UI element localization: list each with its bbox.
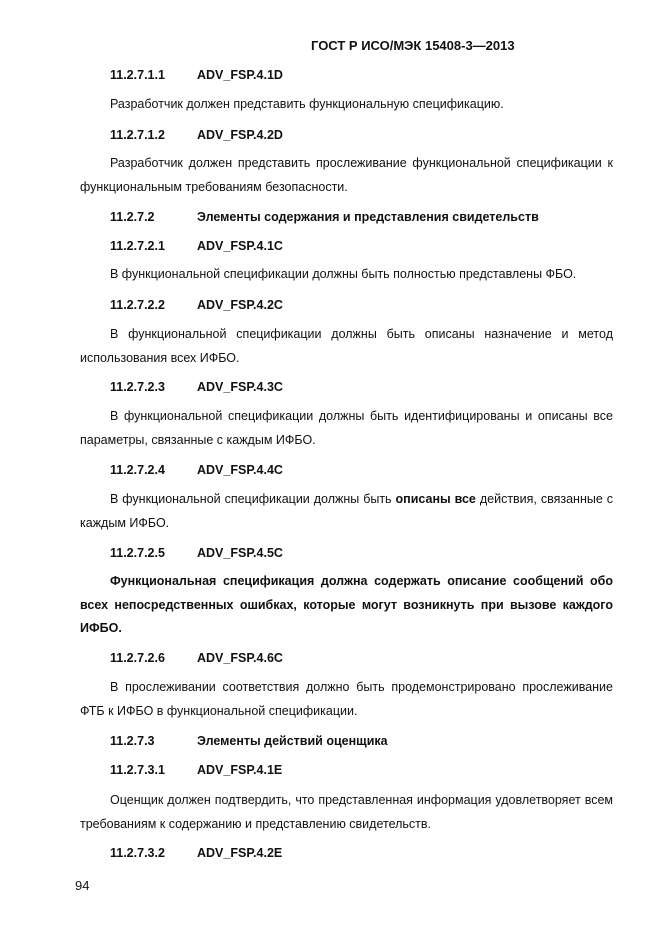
section-number: 11.2.7.3.2 [110, 846, 165, 860]
section-title: Элементы содержания и представления свидетельств [197, 210, 539, 224]
section-title: ADV_FSP.4.3C [197, 380, 283, 394]
section-title: ADV_FSP.4.2D [197, 128, 283, 142]
section-heading [110, 210, 539, 224]
section-number: 11.2.7.2.4 [110, 463, 165, 477]
section-number: 11.2.7.2.5 [110, 546, 165, 560]
section-title: ADV_FSP.4.4C [197, 463, 283, 477]
section-title: ADV_FSP.4.2C [197, 298, 283, 312]
section-title: Элементы действий оценщика [197, 734, 388, 748]
paragraph: В функциональной спецификации должны быть полностью представлены ФБО. [110, 267, 577, 281]
section-title: ADV_FSP.4.2E [197, 846, 283, 860]
section-heading [110, 380, 283, 394]
section-title: ADV_FSP.4.6C [197, 651, 283, 665]
section-title: ADV_FSP.4.5C [197, 546, 283, 560]
section-heading [110, 128, 283, 142]
paragraph: В прослеживании соответствия должно быть продемонстрировано прослеживание ФТБ к ИФБО в функциональной спецификации. [80, 680, 613, 718]
section-heading [110, 651, 283, 665]
paragraph: Оценщик должен подтвердить, что представленная информация удовлетворяет всем требованиям к содержанию и представлению свидетельств. [80, 793, 613, 831]
page-number: 94 [75, 878, 90, 893]
section-title: ADV_FSP.4.1E [197, 763, 283, 777]
section-heading [110, 546, 283, 560]
section-heading [110, 846, 282, 860]
section-title: ADV_FSP.4.1D [197, 68, 283, 82]
paragraph: В функциональной спецификации должны быть идентифицированы и описаны все параметры, связанные с каждым ИФБО. [80, 409, 613, 447]
section-number: 11.2.7.1.2 [110, 128, 165, 142]
paragraph: Разработчик должен представить прослеживание функциональной спецификации к функциональным требованиям безопасности. [80, 156, 613, 194]
section-heading [110, 734, 388, 748]
page-header: ГОСТ Р ИСО/МЭК 15408-3—2013 [311, 38, 515, 53]
paragraph: В функциональной спецификации должны быть описаны назначение и метод использования всех ИФБО. [80, 327, 613, 365]
paragraph: Функциональная спецификация должна содержать описание сообщений обо всех непосредственных ошибках, которые могут возникнуть при вызове каждого ИФБО. [80, 574, 613, 635]
section-number: 11.2.7.2.2 [110, 298, 165, 312]
section-heading [110, 298, 283, 312]
section-heading [110, 463, 283, 477]
section-heading [110, 239, 283, 253]
paragraph-emphasis: описаны все [395, 492, 476, 506]
paragraph-text: действия, связанные с каждым ИФБО. [80, 492, 613, 530]
section-title: ADV_FSP.4.1C [197, 239, 283, 253]
section-number: 11.2.7.3 [110, 734, 155, 748]
paragraph: Разработчик должен представить функциональную спецификацию. [110, 97, 504, 111]
section-number: 11.2.7.3.1 [110, 763, 165, 777]
section-number: 11.2.7.1.1 [110, 68, 165, 82]
paragraph-text: В функциональной спецификации должны быть [110, 492, 396, 506]
section-number: 11.2.7.2 [110, 210, 155, 224]
section-heading [110, 763, 282, 777]
paragraph [80, 488, 613, 535]
section-number: 11.2.7.2.3 [110, 380, 165, 394]
section-number: 11.2.7.2.1 [110, 239, 165, 253]
section-heading [110, 68, 283, 82]
section-number: 11.2.7.2.6 [110, 651, 165, 665]
